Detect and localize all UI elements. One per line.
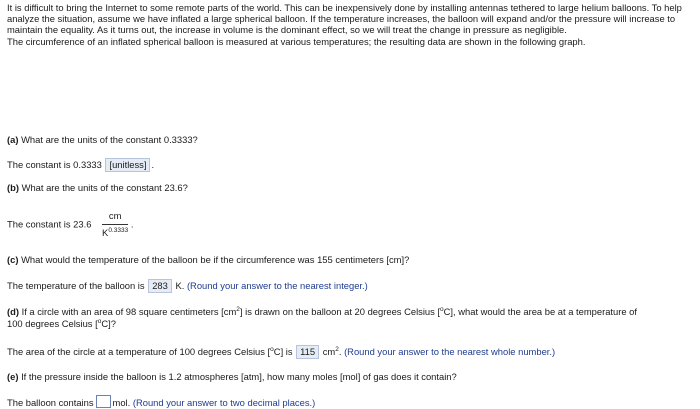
fraction-numerator: cm (102, 210, 128, 225)
question-c-label: (c) (7, 254, 19, 265)
answer-c (7, 279, 368, 293)
answer-a-suffix: . (151, 159, 155, 170)
answer-e-unit: mol. (112, 397, 131, 408)
answer-d-hint: (Round your answer to the nearest whole number.) (344, 346, 556, 357)
question-b (7, 182, 188, 194)
answer-c-hint: (Round your answer to the nearest integer.) (186, 280, 368, 291)
question-c-text: What would the temperature of the balloon be if the circumference was 155 centimeters [cm]? (21, 254, 410, 265)
question-d (7, 306, 637, 330)
question-d-text-line2: 100 degrees Celsius [$^o$C]? (7, 318, 116, 329)
answer-e-hint: (Round your answer to two decimal places.) (132, 397, 316, 408)
question-a-label: (a) (7, 134, 19, 145)
answer-d-prefix: The area of the circle at a temperature of 100 degrees Celsius [$^o$C] is (7, 346, 293, 357)
answer-a-field[interactable]: [unitless] (105, 158, 150, 172)
problem-intro (7, 2, 691, 47)
answer-e-input[interactable] (96, 395, 111, 408)
answer-d (7, 345, 555, 359)
answer-b-prefix: The constant is 23.6 (7, 218, 92, 230)
question-d-label: (d) (7, 306, 19, 317)
intro-paragraph: It is difficult to bring the Internet to some remote parts of the world. This can be inexpensively done by installing antennas tethered to large helium balloons. To help analyze the situation, assume we have inflated a large spherical balloon. If the temperature increases, the balloon will expand and/or the pressure will increase to maintain the equality. As it turns out, the increase in volume is the dominant effect, so we will treat the change in pressure as negligible. (7, 2, 682, 36)
answer-e (7, 395, 315, 409)
answer-a (7, 158, 154, 172)
question-b-label: (b) (7, 182, 19, 193)
answer-b-fraction[interactable] (102, 210, 128, 239)
answer-b (7, 210, 133, 239)
question-a (7, 134, 198, 146)
answer-b-suffix: . (130, 218, 134, 230)
answer-d-field[interactable]: 115 (296, 345, 319, 359)
intro-graph-note: The circumference of an inflated spherical balloon is measured at various temperatures; the resulting data are shown in the following graph. (7, 35, 586, 47)
fraction-denominator: $K^{0.3333}$ (102, 227, 129, 238)
question-e (7, 371, 457, 383)
answer-d-unit: $cm^2$. (322, 346, 342, 357)
answer-c-prefix: The temperature of the balloon is (7, 280, 145, 291)
answer-c-unit: K. (175, 280, 185, 291)
question-c (7, 254, 409, 266)
answer-a-prefix: The constant is 0.3333 (7, 159, 102, 170)
question-e-label: (e) (7, 371, 19, 382)
answer-e-prefix: The balloon contains (7, 397, 94, 408)
question-a-text: What are the units of the constant 0.3333? (21, 134, 198, 145)
question-e-text: If the pressure inside the balloon is 1.2 atmospheres [atm], how many moles [mol] of gas does it contain? (21, 371, 457, 382)
question-d-text: If a circle with an area of 98 square centimeters $[cm^2]$ is drawn on the balloon at 20 degrees Celsius [$^o$C], what would the area be at a temperature of (21, 306, 637, 317)
question-b-text: What are the units of the constant 23.6? (21, 182, 188, 193)
answer-c-field[interactable]: 283 (148, 279, 172, 293)
